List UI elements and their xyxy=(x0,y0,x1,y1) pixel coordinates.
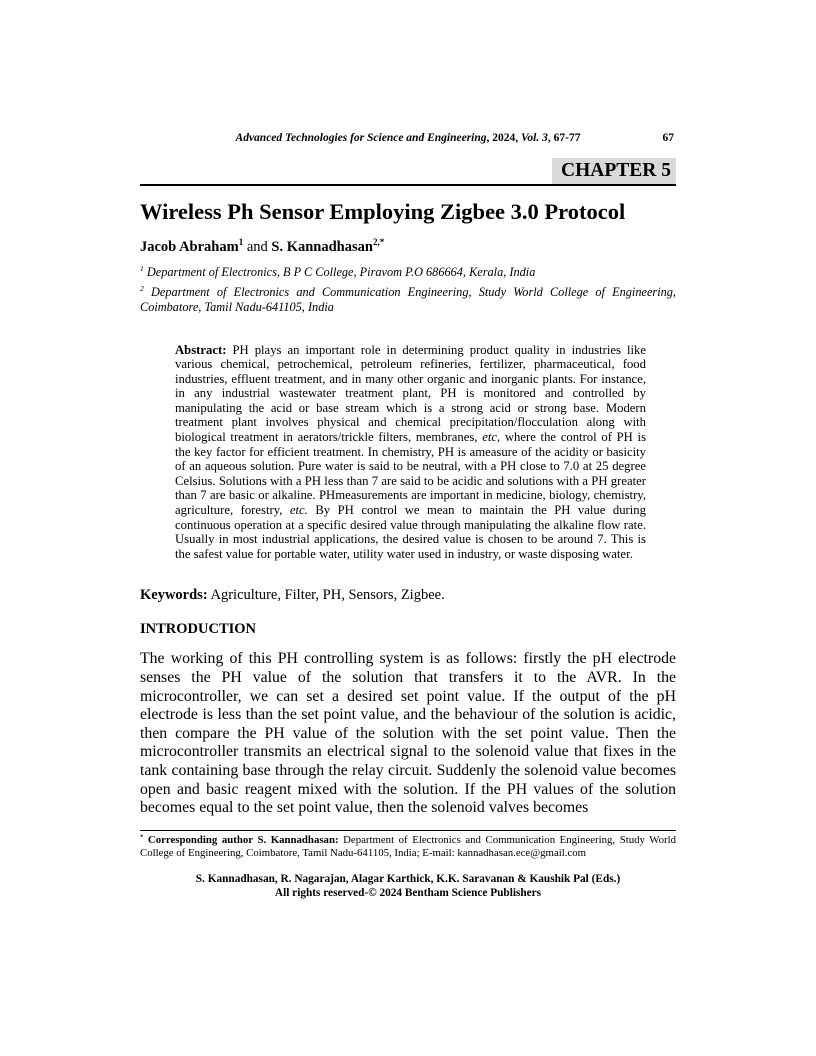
keywords-label: Keywords: xyxy=(140,587,208,604)
page-footer xyxy=(0,873,816,900)
abstract-text-1: PH plays an important role in determining product quality in industries like various chemical, petrochemical, petroleum refineries, fertilizer, pharmaceutical, food industries, effluent treatment, and in many other organic and inorganic plants. For instance, in any industrial wastewater treatment plant, PH is monitored and controlled by manipulating the acid or base stream which is a strong acid or strong base. Modern treatment plant involves physical and chemical precipitation/flocculation along with biological treatment in aerators/trickle filters, membranes, xyxy=(175,342,646,445)
journal-citation xyxy=(140,131,676,145)
abstract-paragraph xyxy=(175,343,646,562)
affiliation-1 xyxy=(140,265,676,281)
page-content xyxy=(140,0,676,818)
affiliation-1-superscript: 1 xyxy=(140,263,144,273)
keywords-text: Agriculture, Filter, PH, Sensors, Zigbee. xyxy=(207,587,445,604)
journal-title: Advanced Technologies for Science and Engineering xyxy=(235,132,487,144)
abstract-text-2: , where the control of PH is the key factor for efficient treatment. In chemistry, PH is ameasure of the acidity or basicity of an aqueous solution. Pure water is said to be neutral, with a PH close to 7.0 at 25 degree Celsius. Solutions with a PH less than 7 are said to be acidic and solutions with a PH greater than 7 are basic or alkaline. PHmeasurements are important in medicine, biology, chemistry, agriculture, forestry, xyxy=(175,430,647,518)
keywords-line xyxy=(140,586,676,604)
section-heading-introduction: INTRODUCTION xyxy=(140,621,257,638)
footer-copyright-line: All rights reserved-© 2024 Bentham Science Publishers xyxy=(274,886,542,899)
footnote-text: Department of Electronics and Communication Engineering, Study World College of Engineering, Coimbatore, Tamil Nadu-641105, India; E-mail: kannadhasan.ece@gmail.com xyxy=(140,834,676,859)
affiliation-2-superscript: 2 xyxy=(140,283,144,293)
author-1: Jacob Abraham xyxy=(140,239,239,255)
journal-year: , 2024, xyxy=(486,132,522,144)
abstract-etc-2: etc. xyxy=(289,503,308,518)
author-1-superscript: 1 xyxy=(238,237,244,248)
page-number: 67 xyxy=(662,132,674,144)
author-2: S. Kannadhasan xyxy=(271,239,373,255)
authors-connector: and xyxy=(243,239,272,255)
chapter-banner-row xyxy=(140,158,676,186)
author-2-superscript: 2,* xyxy=(372,237,385,248)
corresponding-author-footnote xyxy=(140,830,676,860)
journal-pages: , 67-77 xyxy=(547,132,581,144)
abstract-etc-1: etc xyxy=(482,430,497,445)
footnote-label: Corresponding author S. Kannadhasan: xyxy=(143,834,339,846)
abstract-label: Abstract: xyxy=(175,342,227,357)
affiliation-2 xyxy=(140,285,676,316)
journal-volume: Vol. 3 xyxy=(521,132,548,144)
affiliation-2-text: Department of Electronics and Communication Engineering, Study World College of Engineering, Coimbatore, Tamil Nadu-641105, India xyxy=(140,284,676,314)
authors-line xyxy=(140,238,676,256)
footer-editors-line: S. Kannadhasan, R. Nagarajan, Alagar Karthick, K.K. Saravanan & Kaushik Pal (Eds.) xyxy=(195,873,621,885)
affiliation-1-text: Department of Electronics, B P C College, Piravom P.O 686664, Kerala, India xyxy=(143,265,536,279)
chapter-title: Wireless Ph Sensor Employing Zigbee 3.0 Protocol xyxy=(140,199,626,224)
chapter-label: CHAPTER 5 xyxy=(552,158,676,184)
introduction-paragraph: The working of this PH controlling system is as follows: firstly the pH electrode senses the PH value of the solution that transfers it to the AVR. In the microcontroller, we can set a desired set point value. If the output of the pH electrode is less than the set point value, and the behaviour of the solution is acidic, then compare the PH value of the solution with the set point value. Then the microcontroller transmits an electrical signal to the solenoid value that fixes in the tank containing base through the relay circuit. Suddenly the solenoid value becomes open and basic reagent mixed with the solution. If the PH values of the solution becomes equal to the set point value, then the solenoid valves becomes xyxy=(140,650,676,817)
footnote-asterisk: * xyxy=(140,833,144,841)
running-header xyxy=(140,131,676,145)
abstract-text-3: By PH control we mean to maintain the PH value during continuous operation at a specific desired value through manipulating the alkaline flow rate. Usually in most industrial applications, the desired value is chosen to be around 7. This is the safest value for portable water, utility water used in industry, or waste disposing water. xyxy=(175,503,646,561)
